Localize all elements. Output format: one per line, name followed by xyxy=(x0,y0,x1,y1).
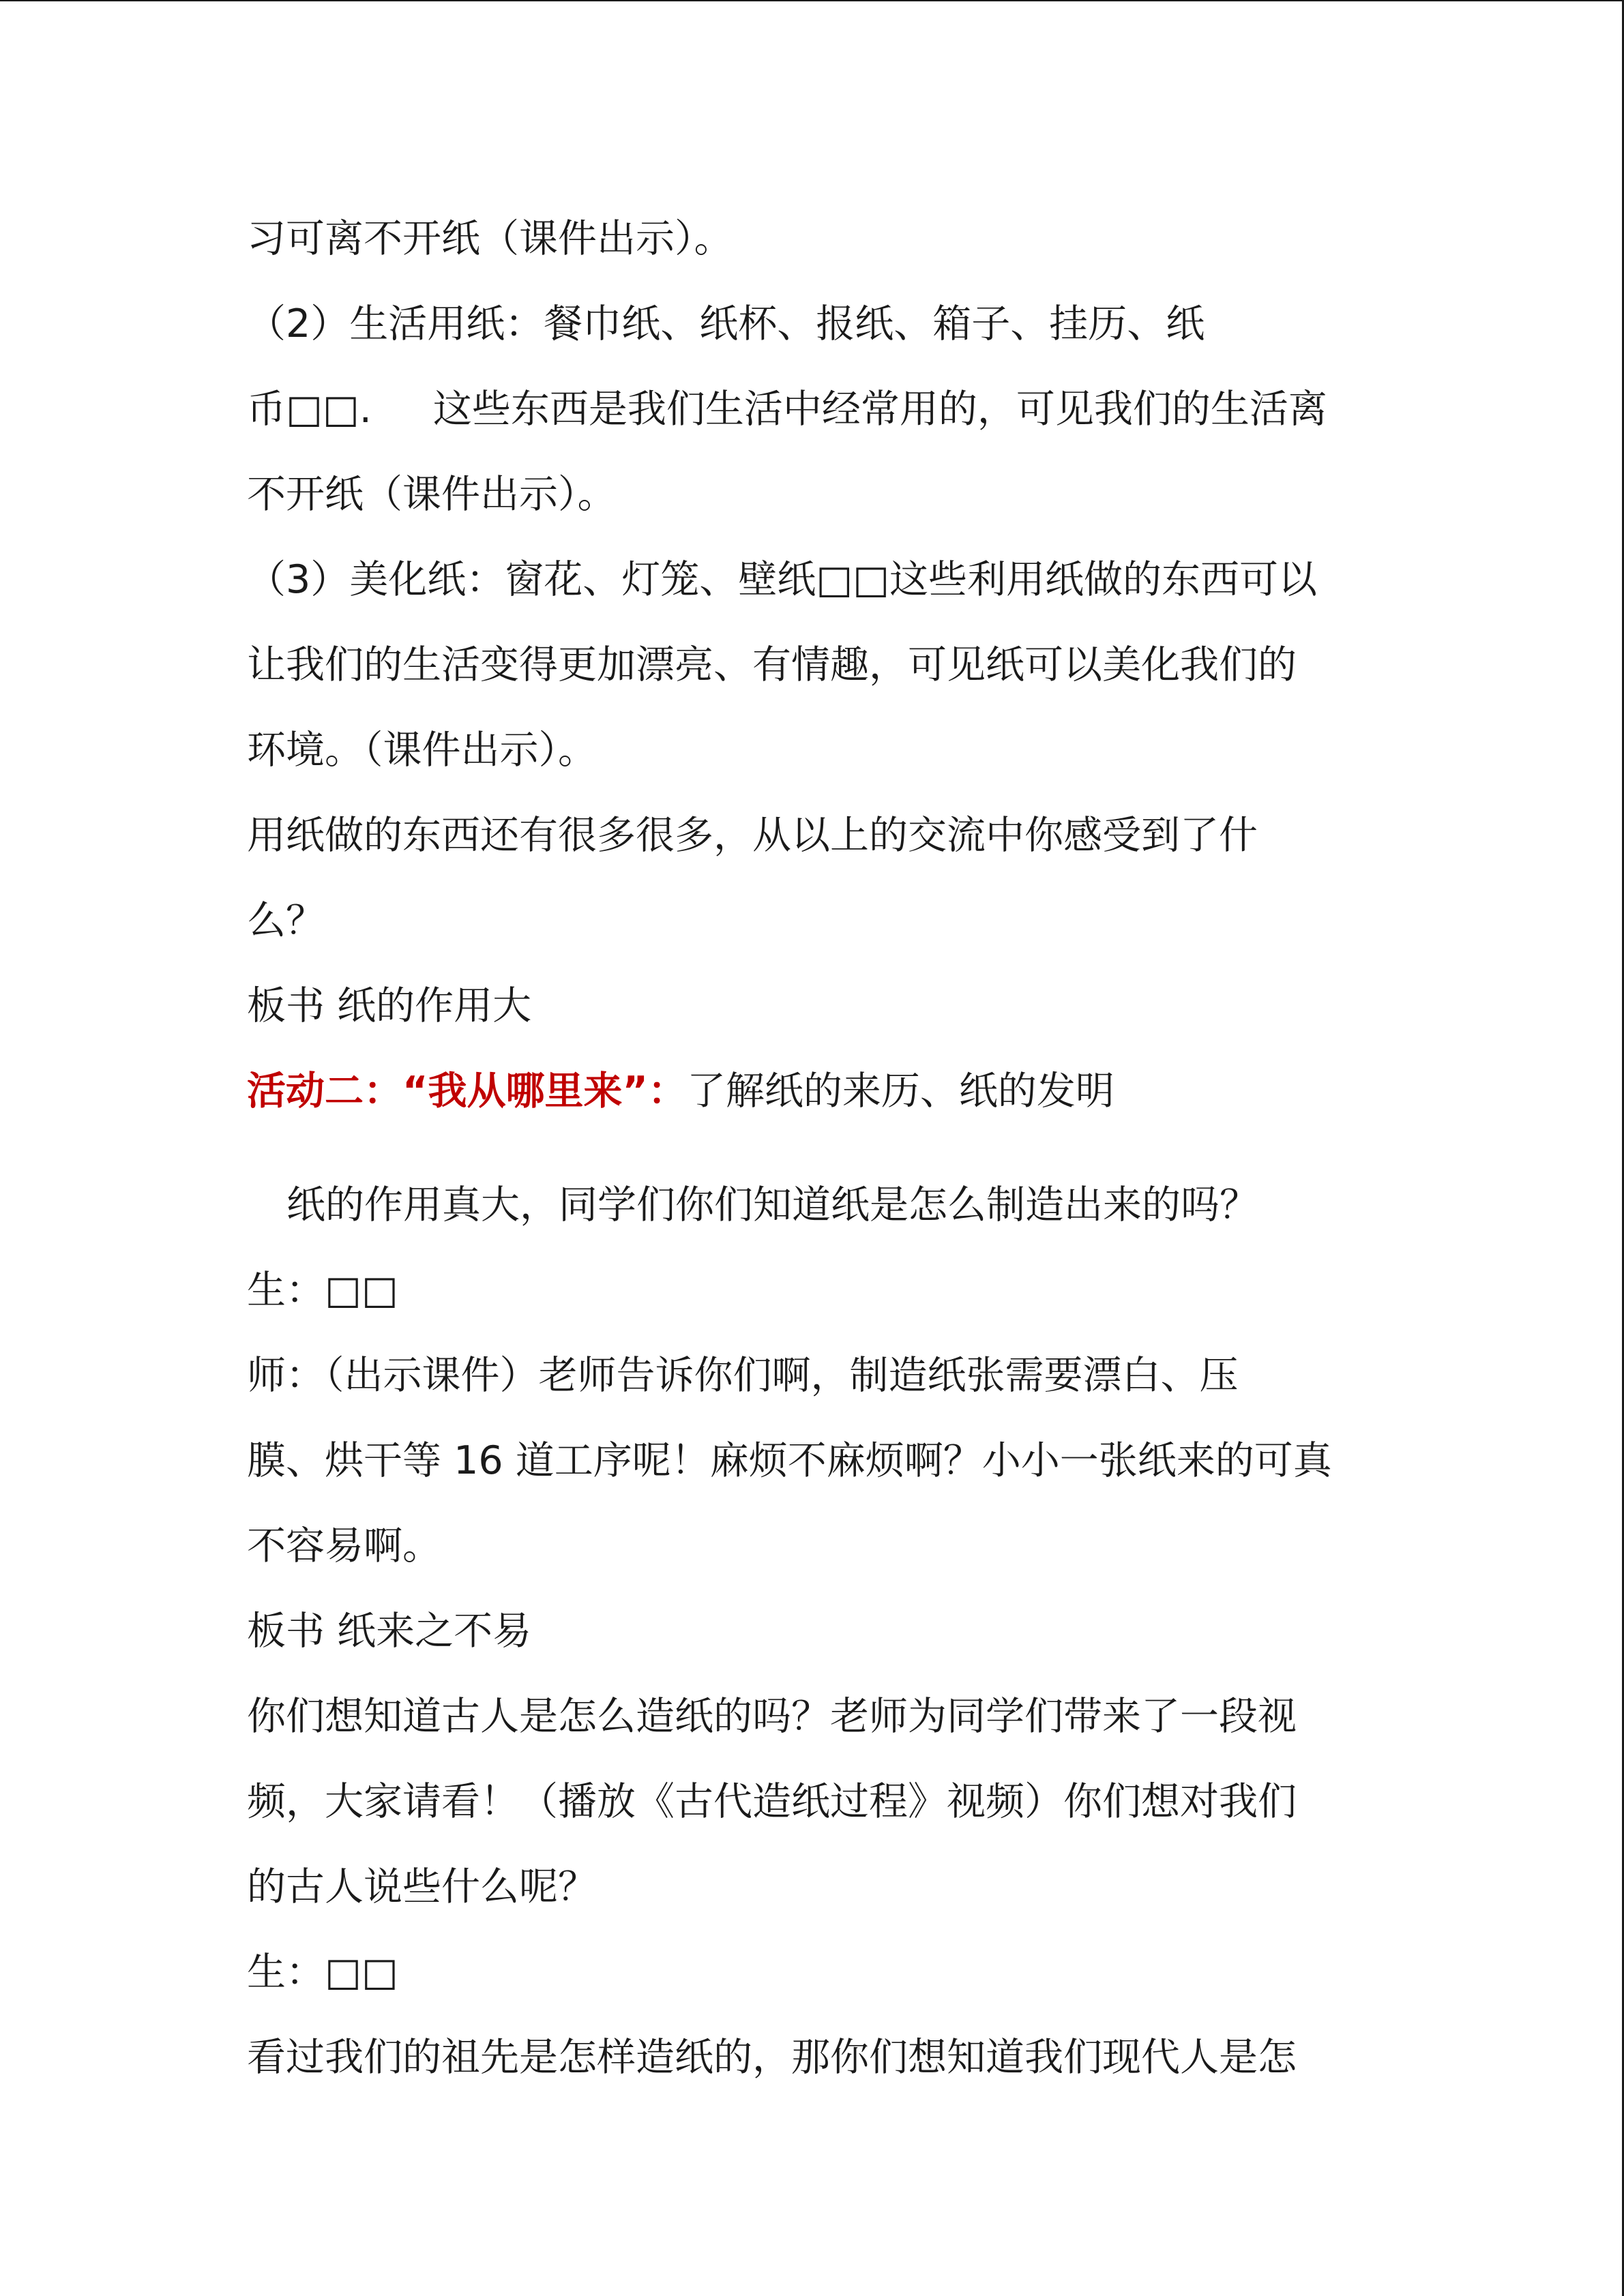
activity-heading xyxy=(247,1067,1114,1115)
activity-title: 活动二：“我从哪里来”： xyxy=(247,1069,687,1114)
text-line: 膜、烘干等 16 道工序呢！麻烦不麻烦啊？小小一张纸来的可真 xyxy=(247,1438,1332,1483)
board-note: 板书 纸来之不易 xyxy=(247,1609,532,1654)
text-line: 看过我们的祖先是怎样造纸的，那你们想知道我们现代人是怎 xyxy=(247,2035,1297,2080)
text-line: 让我们的生活变得更加漂亮、有情趣，可见纸可以美化我们的 xyxy=(247,642,1297,687)
text-line: 你们想知道古人是怎么造纸的吗？老师为同学们带来了一段视 xyxy=(247,1694,1297,1739)
text-fragment: 币□□. xyxy=(247,387,372,432)
text-line xyxy=(247,385,1327,433)
text-fragment: 这些东西是我们生活中经常用的，可见我们的生活离 xyxy=(432,387,1327,432)
text-line: 频，大家请看！（播放《古代造纸过程》视频）你们想对我们 xyxy=(247,1779,1297,1824)
text-line: 环境。（课件出示）。 xyxy=(247,728,597,773)
text-line: 么？ xyxy=(247,898,325,943)
text-line: 用纸做的东西还有很多很多，从以上的交流中你感受到了什 xyxy=(247,813,1258,858)
text-line: 师：（出示课件）老师告诉你们啊，制造纸张需要漂白、压 xyxy=(247,1353,1239,1398)
text-line: （2）生活用纸：餐巾纸、纸杯、报纸、箱子、挂历、纸 xyxy=(247,301,1205,346)
text-line: （3）美化纸：窗花、灯笼、壁纸□□这些利用纸做的东西可以 xyxy=(247,557,1317,602)
text-line: 生：□□ xyxy=(247,1950,398,1995)
text-line: 不容易啊。 xyxy=(247,1523,441,1568)
text-line: 的古人说些什么呢？ xyxy=(247,1864,597,1909)
text-line: 纸的作用真大，同学们你们知道纸是怎么制造出来的吗？ xyxy=(286,1182,1258,1227)
page-top-border xyxy=(0,0,1624,1)
text-line: 不开纸（课件出示）。 xyxy=(247,472,617,517)
board-note: 板书 纸的作用大 xyxy=(247,983,532,1028)
text-line: 生：□□ xyxy=(247,1268,398,1313)
text-line: 习可离不开纸（课件出示）。 xyxy=(247,216,733,261)
activity-subtitle: 了解纸的来历、纸的发明 xyxy=(686,1069,1114,1114)
